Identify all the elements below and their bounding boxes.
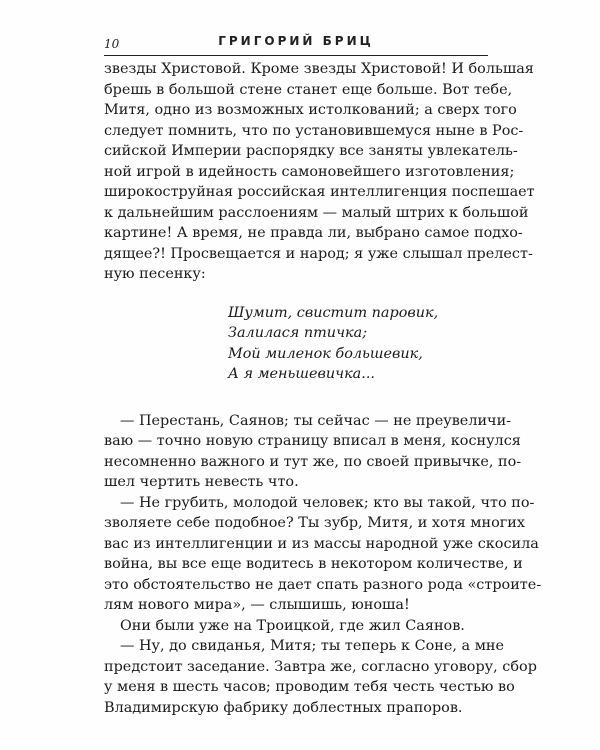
- text-line: широкоструйная российская интеллигенция поспешает: [104, 184, 535, 200]
- text-line: зволяете себе подобное? Ты зубр, Митя, и хотя многих: [104, 515, 525, 531]
- verse-line: Мой миленок большевик,: [228, 345, 423, 362]
- text-line: ную песенку:: [104, 266, 206, 282]
- text-line: несомненно важного и тут же, по своей привычке, по-: [104, 453, 522, 470]
- paragraph-4: [104, 616, 488, 637]
- text-line: — Перестань, Саянов; ты сейчас — не преувеличи-: [120, 412, 512, 429]
- text-line: дящее?! Просвещается и народ; я уже слышал прелест-: [104, 245, 533, 262]
- text-line: вас из интеллигенции и из массы народной уже скосила: [104, 535, 539, 552]
- text-line: ваю — точно новую страницу вписал в меня, коснулся: [104, 433, 521, 449]
- paragraph-1: [104, 59, 535, 285]
- text-line: к дальнейшим расслоениям — малый штрих к большой: [104, 204, 529, 221]
- text-line: Митя, одно из возможных истолкований; а сверх того: [104, 102, 517, 118]
- header-rule: [104, 55, 488, 56]
- text-line: лям нового мира», — слышишь, юноша!: [104, 597, 410, 613]
- text-line: следует помнить, что по установившемуся ныне в Рос-: [104, 122, 524, 139]
- text-line: звезды Христовой. Кроме звезды Христовой! И большая: [104, 61, 534, 77]
- spacer: [104, 385, 488, 411]
- verse: [228, 303, 488, 385]
- paragraph-3: [104, 493, 542, 616]
- page-header: [104, 34, 488, 54]
- text-line: — Ну, до свиданья, Митя; ты теперь к Соне, а мне: [120, 638, 505, 654]
- text-line: у меня в шесть часов; проводим тебя честь честью во: [104, 679, 515, 695]
- verse-line: Шумит, свистит паровик,: [228, 304, 439, 321]
- page-number: 10: [104, 37, 120, 51]
- text-line: Владимирскую фабрику доблестных прапоров.: [104, 699, 463, 716]
- paragraph-2: [104, 411, 522, 493]
- paragraph-5: [104, 636, 537, 718]
- verse-line: Залилася птичка;: [228, 325, 368, 341]
- verse-line: А я меньшевичка...: [228, 366, 375, 382]
- body-text: [104, 59, 542, 718]
- text-line: война, вы все еще водитесь в некотором количестве, и: [104, 556, 523, 572]
- text-line: брешь в большой стене станет еще больше. Вот тебе,: [104, 81, 513, 98]
- running-head: ГРИГОРИЙ БРИЦ: [218, 34, 374, 48]
- text-line: ной игрой в идейность самоновейшего изготовления;: [104, 163, 515, 180]
- text-line: сийской Империи распорядку все заняты увлекатель-: [104, 143, 518, 159]
- spacer: [104, 285, 488, 303]
- text-line: Они были уже на Троицкой, где жил Саянов.: [120, 617, 465, 634]
- text-line: картине! А время, не правда ли, выбрано самое подхо-: [104, 225, 523, 241]
- text-line: — Не грубить, молодой человек; кто вы такой, что по-: [120, 494, 535, 511]
- text-line: предстоит заседание. Завтра же, согласно уговору, сбор: [104, 658, 537, 675]
- text-line: шел чертить невесть что.: [104, 474, 299, 490]
- text-line: это обстоятельство не дает спать разного рода «строите-: [104, 576, 542, 593]
